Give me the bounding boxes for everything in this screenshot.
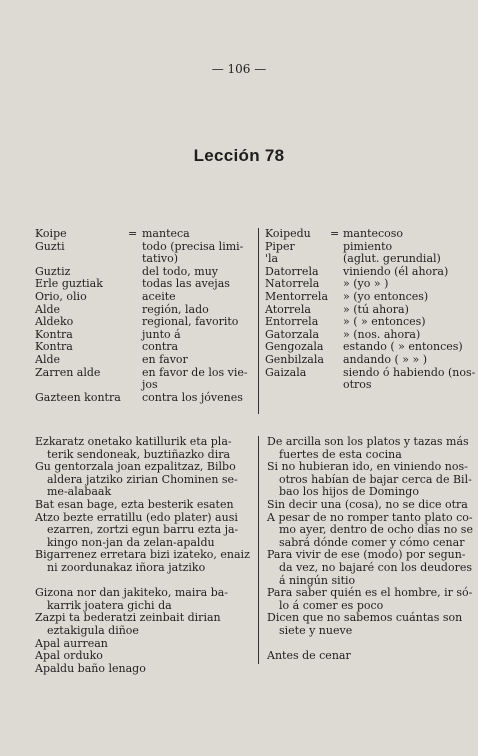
vocab-definition: mantecoso: [343, 227, 404, 240]
sentence: Para vivir de ese (modo) por segun- da vez, no bajaré con los deudores á ningún sitio: [267, 548, 473, 587]
vocab-row: [265, 253, 477, 266]
vocab-row: [265, 316, 477, 329]
vocab-row: [35, 228, 255, 241]
vocab-word: Genbilzala: [265, 352, 324, 366]
vocab-word: Koipe: [35, 227, 67, 240]
vocab-word: Alde: [35, 352, 61, 366]
sentence: Si no hubieran ido, en viniendo nos- otros habían de bajar cerca de Bil- bao los hijos de Domingo: [267, 460, 472, 499]
vocab-word: Aldeko: [35, 315, 74, 329]
vocab-definition: » (nos. ahora): [343, 327, 421, 341]
sentence: Gu gentorzala joan ezpalitzaz, Bilbo aldera jatziko zirian Chominen se- me-alabaak: [35, 460, 238, 499]
vocab-word: Gaizala: [265, 365, 307, 379]
column-divider: [258, 228, 259, 414]
vocab-definition: viniendo (él ahora): [343, 264, 449, 278]
vocab-definition: región, lado: [142, 302, 209, 316]
vocab-definition: todo (precisa limi- tativo): [142, 239, 244, 266]
vocab-definition: contra: [142, 340, 179, 354]
vocab-row: [265, 291, 477, 304]
sentence: Antes de cenar: [267, 649, 351, 663]
vocabulary-right-column: [265, 228, 477, 392]
sentence: Atzo bezte erratillu (edo plater) ausi ezarren, zortzi egun barru ezta ja- kingo non-jan da zelan-apaldu: [35, 510, 239, 549]
vocab-word: 'la: [265, 252, 279, 266]
sentence: Bat esan bage, ezta besterik esaten: [35, 497, 234, 511]
vocab-row: [265, 354, 477, 367]
vocab-definition: contra los jóvenes: [142, 390, 243, 404]
vocab-row: [265, 228, 477, 241]
vocab-word: Guztiz: [35, 264, 71, 278]
vocab-definition: andando ( » » ): [343, 352, 428, 366]
page-number: — 106 —: [211, 62, 267, 76]
vocab-word: Natorrela: [265, 277, 320, 291]
sentence: Bigarrenez erretara bizi izateko, enaiz ni zoordunakaz iñora jatziko: [35, 548, 250, 574]
vocab-word: Alde: [35, 302, 61, 316]
vocab-word: Gatorzala: [265, 327, 320, 341]
vocab-definition: todas las avejas: [142, 277, 230, 291]
vocabulary-left-column: [35, 228, 255, 404]
vocab-definition: en favor: [142, 352, 188, 366]
lesson-title: Lección 78: [193, 146, 285, 165]
sentence: Apal orduko: [35, 649, 103, 663]
sentence: A pesar de no romper tanto plato co- mo ayer, dentro de ocho días no se sabrá dónde comer y cómo cenar: [267, 510, 473, 549]
vocab-definition: » (yo » ): [343, 277, 389, 291]
vocab-word: Kontra: [35, 327, 73, 341]
vocab-definition: junto á: [142, 327, 181, 341]
vocab-word: Atorrela: [265, 302, 311, 316]
vocab-word: Koipedu: [265, 227, 311, 240]
vocab-definition: siendo ó habiendo (nos- otros: [343, 365, 476, 392]
vocab-definition: (aglut. gerundial): [343, 252, 441, 266]
sentence: Zazpi ta bederatzi zeinbait dirian eztakigula diñoe: [35, 611, 221, 637]
vocab-definition: aceite: [142, 289, 176, 303]
sentence: Dicen que no sabemos cuántas son siete y nueve: [267, 611, 463, 637]
vocab-row: [35, 392, 255, 405]
vocab-row: [35, 291, 255, 304]
vocab-word: Entorrela: [265, 315, 319, 329]
vocab-row: [35, 241, 255, 266]
vocab-word: Orio, olio: [35, 289, 87, 303]
equals-sign: =: [330, 227, 340, 240]
vocab-word: Mentorrela: [265, 289, 329, 303]
spanish-sentences: [267, 436, 475, 663]
vocab-word: Kontra: [35, 340, 73, 354]
sentence: Apal aurrean: [35, 636, 108, 650]
sentence: Sin decir una (cosa), no se dice otra: [267, 497, 468, 511]
vocab-definition: » (tú ahora): [343, 302, 409, 316]
sentence: Apaldu baño lenago: [35, 661, 146, 675]
vocab-definition: » ( » entonces): [343, 315, 426, 329]
vocab-definition: del todo, muy: [142, 264, 218, 278]
vocab-row: [35, 354, 255, 367]
vocab-word: Gazteen kontra: [35, 390, 121, 404]
vocab-definition: pimiento: [343, 239, 393, 253]
equals-sign: =: [128, 227, 138, 240]
vocab-row: [35, 316, 255, 329]
vocab-row: [265, 367, 477, 392]
vocab-row: [35, 367, 255, 392]
vocab-word: Datorrela: [265, 264, 319, 278]
vocabulary-table: [35, 228, 475, 418]
vocab-word: Erle guztiak: [35, 277, 103, 291]
basque-sentences: [35, 436, 257, 675]
vocab-word: Zarren alde: [35, 365, 101, 379]
vocab-word: Piper: [265, 239, 295, 253]
vocab-definition: » (yo entonces): [343, 289, 429, 303]
vocab-word: Gengozala: [265, 340, 324, 354]
sentence: De arcilla son los platos y tazas más fuertes de esta cocina: [267, 435, 469, 461]
vocab-word: Guzti: [35, 239, 65, 253]
sentence: Ezkaratz onetako katillurik eta pla- terik sendoneak, buztiñazko dira: [35, 435, 232, 461]
vocab-definition: manteca: [142, 227, 190, 240]
vocab-definition: en favor de los vie- jos: [142, 365, 248, 392]
vocab-definition: regional, favorito: [142, 315, 239, 329]
sentence: Gizona nor dan jakiteko, maira ba- karrik joatera gichi da: [35, 586, 229, 612]
sentences-divider: [258, 436, 259, 664]
vocab-definition: estando ( » entonces): [343, 340, 463, 354]
sentence: Para saber quién es el hombre, ir só- lo á comer es poco: [267, 586, 473, 612]
